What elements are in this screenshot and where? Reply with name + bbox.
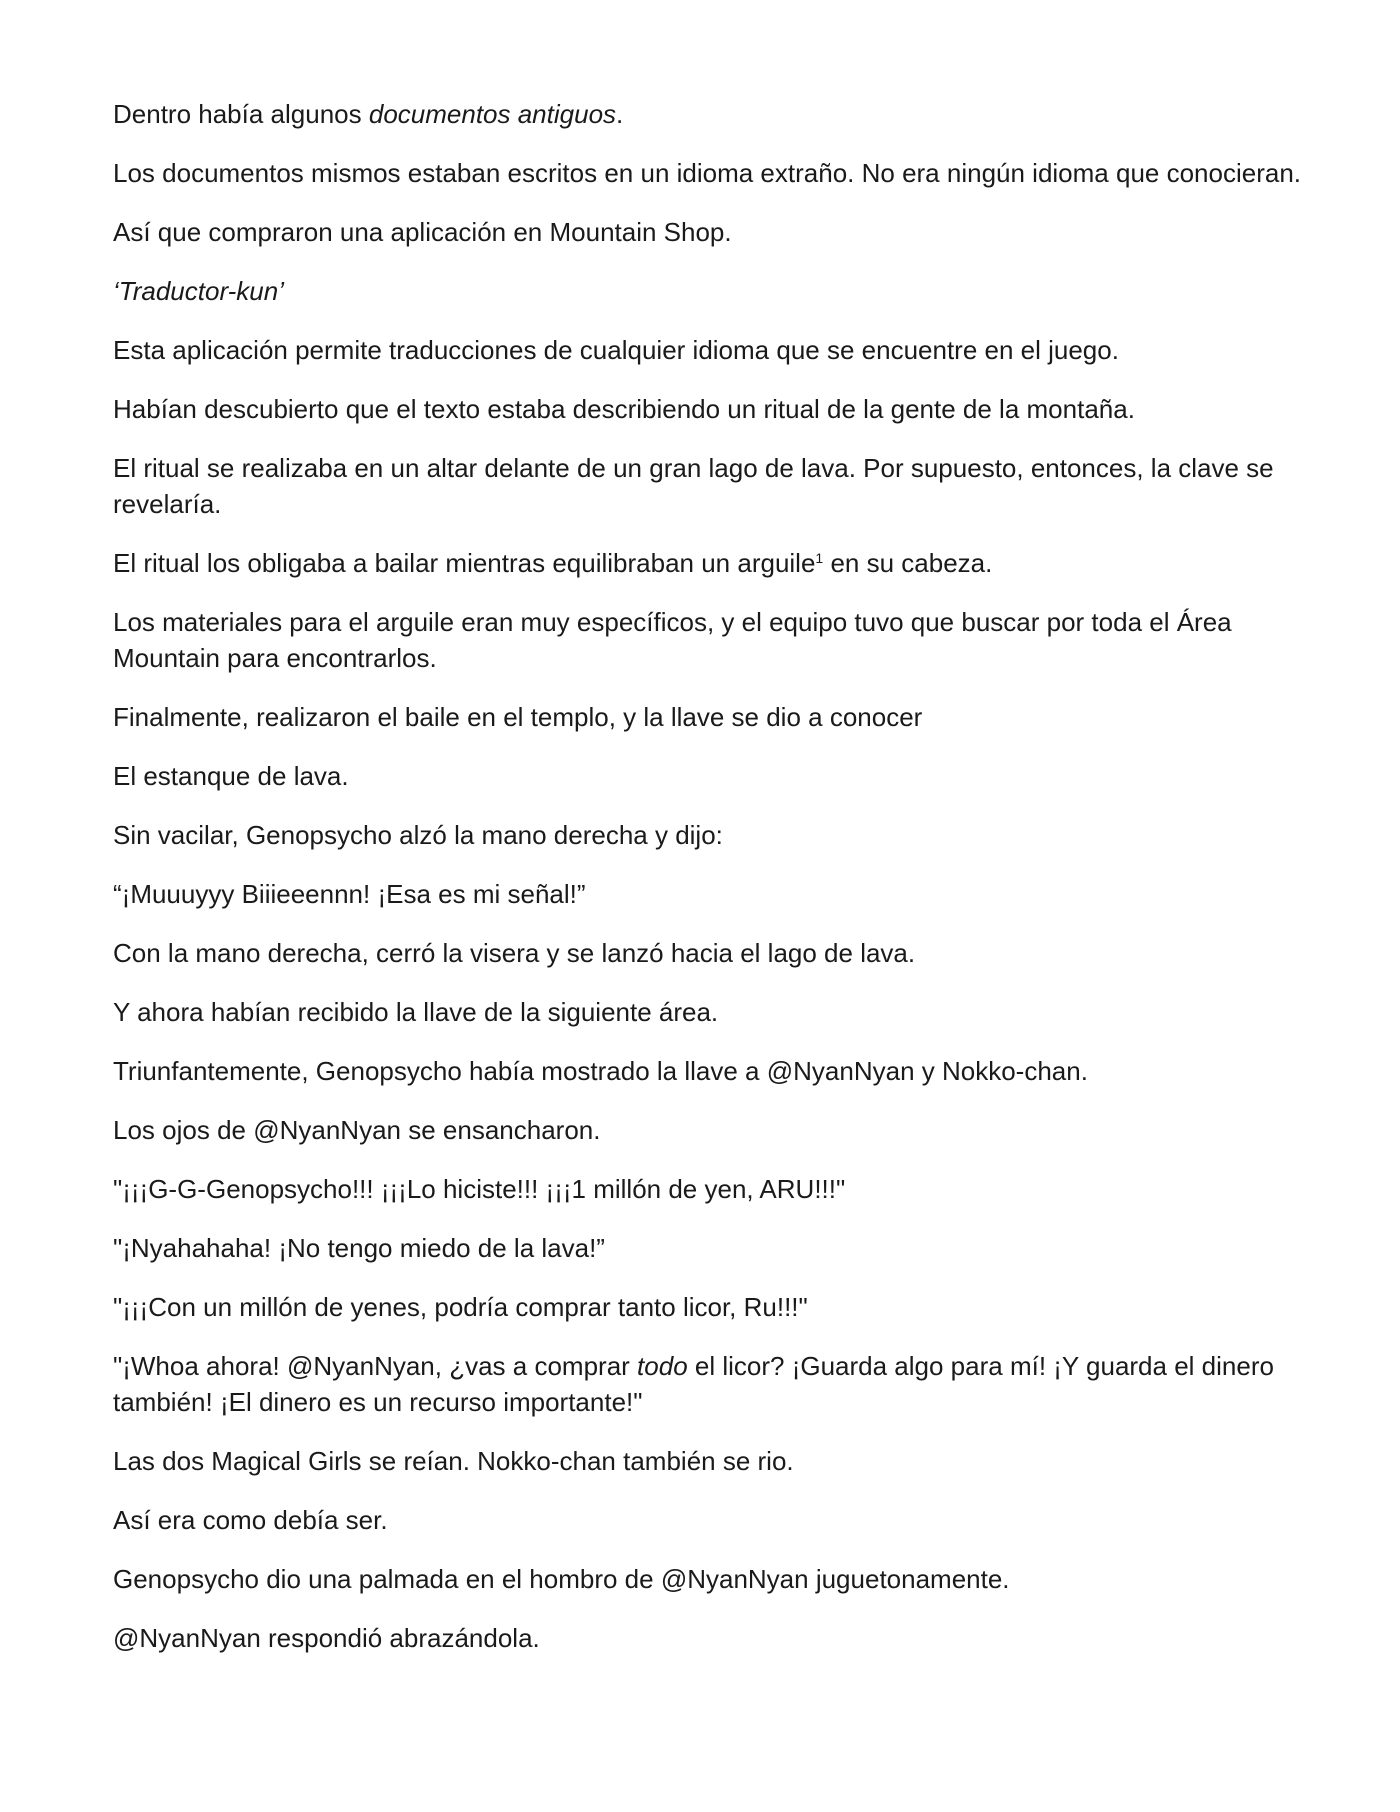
paragraph-22: Las dos Magical Girls se reían. Nokko-chan también se rio. [113,1446,794,1476]
italic-text: documentos antiguos [368,99,617,129]
paragraph-18: "¡¡¡G-G-Genopsycho!!! ¡¡¡Lo hiciste!!! ¡¡¡1 millón de yen, ARU!!!" [113,1174,846,1204]
italic-text: todo [637,1351,688,1381]
paragraph-20: "¡¡¡Con un millón de yenes, podría comprar tanto licor, Ru!!!" [113,1292,808,1322]
paragraph-13: “¡Muuuyyy Biiieeennn! ¡Esa es mi señal!” [113,879,586,909]
document-page [113,96,1313,1679]
paragraph-1 [113,96,1313,132]
paragraph-14: Con la mano derecha, cerró la visera y se lanzó hacia el lago de lava. [113,938,916,968]
paragraph-12: Sin vacilar, Genopsycho alzó la mano derecha y dijo: [113,820,723,850]
paragraph-11: El estanque de lava. [113,761,349,791]
paragraph-3: Así que compraron una aplicación en Mountain Shop. [113,217,732,247]
paragraph-text: el licor? ¡Guarda algo para mí! ¡Y guarda el dinero también! ¡El dinero es un recurso importante!" [113,1351,1274,1417]
paragraph-23: Así era como debía ser. [113,1505,388,1535]
paragraph-text: El ritual los obligaba a bailar mientras equilibraban un arguile [113,548,816,578]
paragraph-8 [113,545,1313,581]
paragraph-15: Y ahora habían recibido la llave de la siguiente área. [113,997,719,1027]
paragraph-17: Los ojos de @NyanNyan se ensancharon. [113,1115,601,1145]
paragraph-16: Triunfantemente, Genopsycho había mostrado la llave a @NyanNyan y Nokko-chan. [113,1056,1088,1086]
paragraph-2: Los documentos mismos estaban escritos en un idioma extraño. No era ningún idioma que conocieran. [113,158,1302,188]
paragraph-text: . [616,99,624,129]
paragraph-text: "¡Whoa ahora! @NyanNyan, ¿vas a comprar [113,1351,638,1381]
paragraph-21 [113,1348,1313,1420]
footnote-marker: 1 [815,550,824,566]
paragraph-text: Dentro había algunos [113,99,369,129]
paragraph-5: Esta aplicación permite traducciones de cualquier idioma que se encuentre en el juego. [113,335,1119,365]
paragraph-10: Finalmente, realizaron el baile en el templo, y la llave se dio a conocer [113,702,923,732]
paragraph-25: @NyanNyan respondió abrazándola. [113,1623,540,1653]
paragraph-7: El ritual se realizaba en un altar delante de un gran lago de lava. Por supuesto, entonces, la clave se revelaría. [113,453,1274,519]
italic-text: ‘Traductor-kun’ [113,276,284,306]
paragraph-6: Habían descubierto que el texto estaba describiendo un ritual de la gente de la montaña. [113,394,1135,424]
paragraph-9: Los materiales para el arguile eran muy específicos, y el equipo tuvo que buscar por toda el Área Mountain para encontrarlos. [113,607,1232,673]
paragraph-4 [113,273,1313,309]
paragraph-19: "¡Nyahahaha! ¡No tengo miedo de la lava!” [113,1233,605,1263]
paragraph-24: Genopsycho dio una palmada en el hombro de @NyanNyan juguetonamente. [113,1564,1010,1594]
paragraph-text: en su cabeza. [823,548,993,578]
